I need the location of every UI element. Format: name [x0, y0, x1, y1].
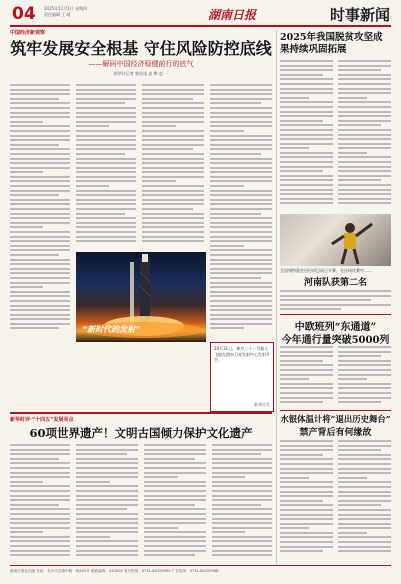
right-top-col-1	[280, 60, 333, 212]
rocket-launch-photo	[76, 252, 206, 342]
bottom-tag: 新华时评·“十四五”发展亮点	[10, 417, 74, 423]
editor-line: 责任编辑 王 晴	[44, 12, 71, 17]
right-top-col-2	[338, 60, 391, 212]
main-story-col-2	[76, 84, 136, 249]
main-story-headline: 筑牢发展安全根基 守住风险防控底线	[10, 39, 272, 58]
main-story-col-1	[10, 84, 70, 339]
right-top-headline: 2025年我国脱贫攻坚成果持续巩固拓展	[280, 32, 383, 55]
main-story-col-3	[142, 84, 204, 249]
mercury-col-1	[280, 440, 333, 560]
bottom-headline: 60项世界遗产！文明古国倾力保护文化遗产	[29, 426, 253, 440]
rail-headline: 中欧班列“东通道”	[294, 322, 377, 333]
mercury-col-2	[338, 440, 391, 560]
bottom-col-2	[76, 444, 138, 562]
date-line: 2025年11月1日 星期四	[44, 6, 88, 11]
sports-headline: 河南队获第二名	[303, 278, 367, 288]
bottom-col-4	[212, 444, 272, 562]
section-title: 时事新闻	[330, 6, 391, 24]
photo-caption-box	[210, 342, 274, 412]
footer-rule	[10, 565, 391, 566]
main-story-subheadline: ——解码中国经济稳健前行的底气	[88, 60, 194, 68]
main-story-tag: 中国经济新观察	[10, 30, 46, 36]
rail-col-1	[280, 346, 333, 408]
masthead	[0, 0, 401, 30]
sports-caption: 全国残特奥会田径项目前日开赛。在这场比赛中……	[280, 268, 372, 273]
photo-caption-text: 10月31日，神舟二十一号载人飞船在酒泉卫星发射中心发射升空。	[214, 346, 270, 362]
bottom-col-1	[10, 444, 70, 562]
rail-rule	[280, 314, 391, 315]
rail-subheadline: 今年通行量突破5000列	[281, 335, 390, 346]
sports-body	[280, 290, 391, 312]
masthead-rule	[10, 25, 391, 27]
bottom-rule	[10, 412, 272, 414]
paper-name: 湖南日报	[208, 8, 257, 22]
page-number: 04	[12, 4, 36, 24]
column-divider	[276, 30, 277, 564]
athlete-graphic	[280, 214, 391, 266]
mercury-headline: 水银体温计将“退出历史舞台”	[280, 414, 391, 424]
photo-credit: 新华社发	[254, 402, 270, 407]
sports-photo	[280, 214, 391, 266]
bottom-col-3	[144, 444, 206, 562]
mercury-subheadline: 禁产背后有何缘故	[299, 428, 372, 438]
rail-col-2	[338, 346, 391, 408]
photo-overlay-text: “新时代的发射”	[82, 325, 141, 334]
footer-text: 湖南日报社出版 社址：长沙市芙蓉中路一段442号 邮政编码：410005 发行热线：0731-84329999 广告热线：0731-84329988	[10, 569, 219, 573]
mercury-rule	[280, 410, 391, 411]
main-story-byline: 新华社记者 韩佳诺 高 攀 赵 一	[113, 71, 169, 76]
main-story-col-4	[210, 84, 272, 339]
main-story	[10, 29, 272, 77]
right-top-story	[280, 32, 391, 56]
